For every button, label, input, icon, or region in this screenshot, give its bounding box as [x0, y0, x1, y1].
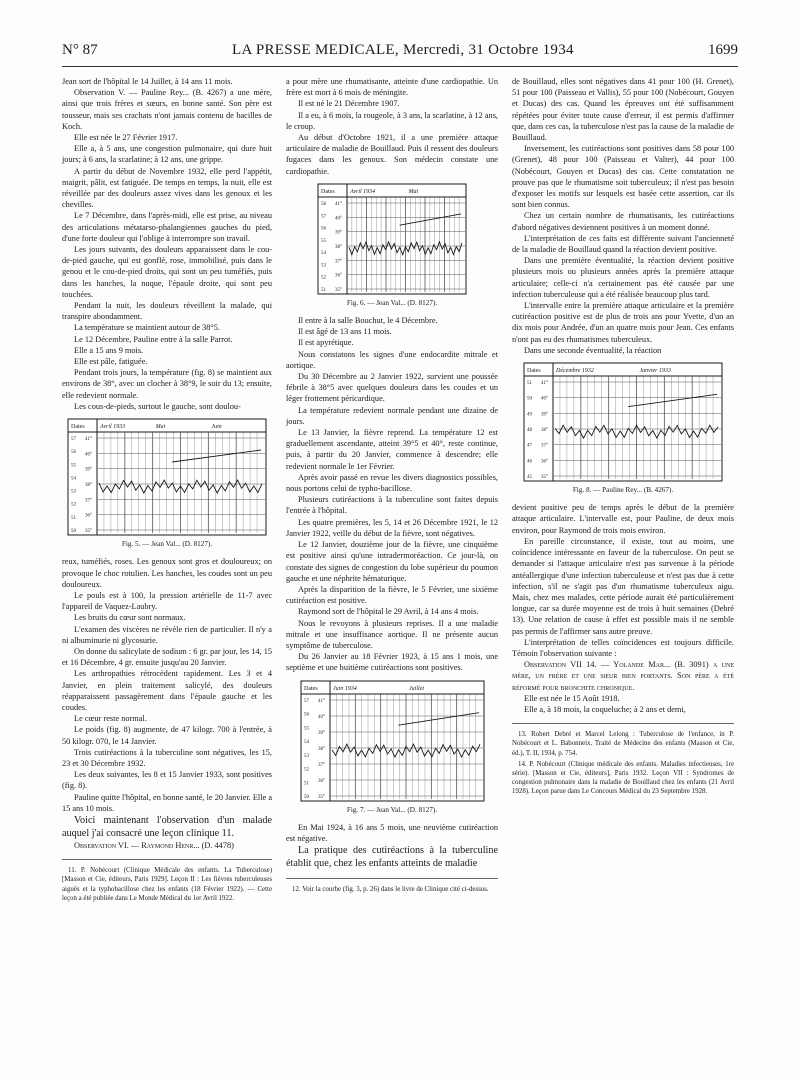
- footnote: 12. Voir la courbe (fig. 3, p. 26) dans le livre de Clinique cité ci-dessus.: [292, 886, 489, 894]
- paragraph: Pendant trois jours, la température (fig. 8) se maintient aux environs de 38°, avec un clocher à 38°9, le soir du 13; ensuite, elle redevient normale.: [62, 368, 272, 400]
- lead-paragraph: La pratique des cutiréactions à la tuberculine établit que, chez les enfants atteints de maladie: [286, 845, 498, 870]
- paragraph: Pendant la nuit, les douleurs réveillent la malade, qui transpire abondamment.: [62, 301, 272, 322]
- paragraph: Elle est née le 15 Août 1918.: [524, 693, 620, 703]
- chart-date-label: Dates: [303, 685, 318, 692]
- paragraph: Observation VI. — Raymond Henr... (D. 4478): [74, 840, 234, 850]
- weight-tick: 51: [71, 515, 76, 521]
- temperature-tick: 37°: [317, 762, 325, 768]
- paragraph: Les arthropathies rétrocèdent rapidement. Les 3 et 4 Janvier, en plein traitement salicylé, des douleurs réapparaissent passagèrement dans l'épaule gauche et les coudes.: [62, 669, 272, 712]
- journal-title: LA PRESSE MEDICALE, Mercredi, 31 Octobre 1934: [232, 42, 574, 58]
- temperature-tick: 38°: [541, 428, 548, 434]
- weight-tick: 55: [303, 725, 309, 731]
- paragraph: Inversement, les cutiréactions sont positives dans 58 pour 100 (Grenet), 48 pour 100 (Paisseau et Valter), 44 pour 100 (Nobécourt, Gouyen et Ducas) des cas. Cette constatation ne prouve pas que le rhumatisme soit tuberculeux; il n'est pas besoin d'exposer les motifs sur lesquels est basée cette assertion, car ils sont bien connus.: [512, 144, 734, 210]
- weight-tick: 50: [303, 794, 309, 800]
- paragraph: Il a eu, à 6 mois, la rougeole, à 3 ans, la scarlatine, à 12 ans, le croup.: [286, 110, 498, 131]
- paragraph: Les jours suivants, des douleurs apparaissent dans le cou-de-pied gauche, qui est gonflé, rose, immobilisé, puis dans le genou et le cou-de-pied droits, qui sont un peu tuméfiés, puis dans les hanches, la nuque, l'épaule droite, qui sont peu touchées.: [62, 245, 272, 299]
- weight-tick: 52: [303, 767, 309, 773]
- chart-month-label: Janvier 1933: [639, 368, 671, 375]
- paragraph: Raymond sort de l'hôpital le 29 Avril, à 14 ans 4 mois.: [298, 607, 479, 617]
- figure-6: [286, 183, 498, 309]
- temperature-tick: 36°: [541, 459, 548, 465]
- temperature-tick: 41°: [85, 437, 92, 443]
- weight-tick: 56: [71, 450, 76, 456]
- temperature-tick: 38°: [317, 746, 325, 752]
- paragraph: Dans une première éventualité, la réaction devient positive plusieurs mois ou plusieurs années après la première attaque articulaire; celle-ci n'a certainement pas été causée par une infection tuberculeuse qui a été réalisée beaucoup plus tard.: [512, 256, 734, 299]
- paragraph: Dans une seconde éventualité, la réaction: [524, 345, 662, 355]
- weight-tick: 54: [321, 250, 326, 256]
- temperature-tick: 35°: [317, 794, 325, 800]
- paragraph: Il est âgé de 13 ans 11 mois.: [298, 327, 392, 337]
- paragraph: L'interprétation de telles coïncidences est toujours difficile. Témoin l'observation suivante :: [512, 637, 734, 658]
- paragraph: Le 7 Décembre, dans l'après-midi, elle est prise, au niveau des articulations métatarso-phalangiennes gauches du pied, d'une forte douleur qui l'oblige à interrompre son travail.: [62, 211, 272, 243]
- weight-tick: 52: [71, 502, 76, 508]
- figure-5: [62, 418, 272, 550]
- weight-tick: 57: [303, 698, 309, 704]
- paragraph: En pareille circonstance, il existe, tout au moins, une coïncidence intéressante en faveur de la tuberculose. On peut se demander si l'attaque articulaire n'est pas survenue à la période antéallergique d'une infection tuberculeuse et n'est pas due à cette infection, s'il ne s'agit pas d'un rhumatisme tuberculeux aigu. Mais, chez mes malades, cette période aurait été particulièrement longue, car sa durée moyenne est de trois à huit semaines (Debré 13). Une relation de cause à effet est possible mais il ne semble pas permis de l'affirmer sans autre preuve.: [512, 536, 734, 636]
- temperature-chart: [300, 680, 485, 802]
- temperature-tick: 36°: [335, 273, 342, 279]
- temperature-tick: 37°: [335, 259, 342, 265]
- paragraph: Le 12 Décembre, Pauline entre à la salle Parrot.: [74, 334, 233, 344]
- paragraph: Jean sort de l'hôpital le 14 Juillet, à 14 ans 11 mois.: [62, 77, 233, 86]
- paragraph: Chez un certain nombre de rhumatisants, les cutiréactions d'abord négatives deviennent positives à un moment donné.: [512, 211, 734, 232]
- footnotes: [512, 723, 734, 796]
- chart-month-label: Avril 1934: [350, 188, 376, 195]
- chart-month-label: Mai: [408, 188, 419, 195]
- temperature-tick: 39°: [541, 412, 548, 418]
- paragraph: Après avoir passé en revue les divers diagnostics possibles, nous portons celui de typho-bacillose.: [286, 472, 498, 494]
- paragraph: Les bruits du cœur sont normaux.: [74, 613, 186, 623]
- page-number: 1699: [708, 42, 738, 58]
- chart-month-label: Décembre 1932: [556, 368, 594, 375]
- paragraph: a pour mère une rhumatisante, atteinte d'une cardiopathie. Un frère est mort à 6 mois de méningite.: [286, 77, 498, 98]
- temperature-tick: 37°: [85, 498, 92, 504]
- paragraph: La température se maintient autour de 38°5.: [74, 323, 220, 333]
- paragraph: Observation V. — Pauline Rey... (B. 4267) a une mère, ainsi que trois frères et sœurs, en bonne santé. Son père est tousseur, mais ses crachats n'ont jamais contenu de bacilles de Koch.: [62, 88, 272, 131]
- weight-tick: 54: [71, 476, 76, 482]
- temperature-tick: 35°: [85, 529, 92, 535]
- weight-tick: 57: [321, 214, 326, 220]
- column-2: [286, 76, 498, 896]
- paragraph: Pauline quitte l'hôpital, en bonne santé, le 20 Janvier. Elle a 15 ans 10 mois.: [62, 792, 272, 813]
- paragraph: Les cous-de-pieds, surtout le gauche, sont doulou-: [74, 401, 241, 411]
- weight-tick: 46: [527, 459, 532, 465]
- weight-tick: 55: [71, 463, 76, 469]
- issue-number: N° 87: [62, 42, 98, 58]
- temperature-chart: [523, 362, 723, 482]
- temperature-tick: 40°: [541, 396, 548, 402]
- temperature-chart: [317, 183, 467, 295]
- paragraph: Le poids (fig. 8) augmente, de 47 kilogr. 700 à l'entrée, à 50 kilogr. 070, le 14 Janvier.: [62, 725, 272, 746]
- temperature-tick: 39°: [335, 230, 342, 236]
- paragraph: Après la disparition de la fièvre, le 5 Février, une sixième cutiréaction est positive.: [286, 584, 498, 606]
- weight-tick: 47: [527, 443, 532, 449]
- lead-paragraph: Voici maintenant l'observation d'un malade auquel j'ai consacré une leçon clinique 11.: [62, 814, 272, 839]
- paragraph: Elle est pâle, fatiguée.: [74, 357, 148, 367]
- temperature-tick: 41°: [335, 201, 342, 207]
- footnote: 14. P. Nobécourt (Clinique médicale des enfants. Maladies infectieuses, 1re série). [Masson et Cie, éditeurs], Paris 1932. Leçon VII : Syndromes de congestion pulmonaire dans la maladie de Bouillaud chez les enfants (21 Avril 1928). Leçon parue dans Le Concours Médical du 23 Septembre 1928.: [512, 760, 734, 796]
- paragraph: On donne du salicylate de sodium : 6 gr. par jour, les 14, 15 et 16 Décembre, 4 gr. ensuite jusqu'au 20 Janvier.: [62, 646, 272, 668]
- paragraph: Trois cutiréactions à la tuberculine sont négatives, les 15, 23 et 30 Décembre 1932.: [62, 747, 272, 768]
- temperature-tick: 41°: [317, 698, 325, 704]
- paragraph: L'intervalle entre la première attaque articulaire et la première cutiréaction positive est de plus de trois ans pour Yvette, d'un an dix mois pour Andrée, d'un an quatre mois pour Jean. Ces enfants n'ont pas eu des rhumatismes tuberculeux.: [512, 301, 734, 344]
- temperature-tick: 40°: [317, 714, 325, 720]
- paragraph: Le pouls est à 100, la pression artérielle de 11-7 avec l'appareil de Vaquez-Laubry.: [62, 590, 272, 612]
- figure-caption: Fig. 7. — Jean Val... (D. 8127).: [346, 805, 438, 814]
- temperature-tick: 35°: [335, 287, 342, 293]
- paragraph: Il entre à la salle Bouchut, le 4 Décembre.: [298, 316, 438, 326]
- footnote: 13. Robert Debré et Marcel Lelong : Tuberculose de l'enfance, in P. Nobécourt et L. Babonneix. Traité de Médecine des enfants (Masson et Cie, éd.), T. II, 1934, p. 754.: [512, 731, 734, 757]
- temperature-tick: 40°: [335, 216, 342, 222]
- paragraph: Le 13 Janvier, la fièvre reprend. La température 12 est graduellement ascendante, atteint 39°5 et 40°, reste continue, puis, à partir du 20 Janvier, commence à descendre; elle redevient normale le 1er Février.: [286, 428, 498, 471]
- temperature-tick: 39°: [317, 730, 325, 736]
- page-header: [62, 40, 738, 62]
- paragraph: Le 12 Janvier, douzième jour de la fièvre, une cinquième est positive ainsi qu'une intradermoréaction. Ce jour-là, on constate des signes de congestion du lobe supérieur du poumon gauche et une néphrite hématurique.: [286, 540, 498, 583]
- paragraph: devient positive peu de temps après le début de la première attaque articulaire. L'intervalle est, pour Pauline, de deux mois environ, pour Raymond de trois mois environ.: [512, 503, 734, 535]
- figure-7: [286, 680, 498, 816]
- weight-tick: 51: [321, 287, 326, 293]
- weight-tick: 53: [71, 489, 76, 495]
- figure-caption: Fig. 8. — Pauline Rey... (B. 4267).: [572, 486, 674, 495]
- paragraph: Le cœur reste normal.: [74, 714, 147, 724]
- temperature-tick: 36°: [85, 513, 92, 519]
- footnote: 11. P. Nobécourt (Clinique Médicale des enfants. La Tuberculose) [Masson et Cie, éditeurs, Paris 1929]. Leçon II : Les fièvres tuberculeuses aiguës et la typhobacillose chez les enfants (18 Février 1922). — Cette leçon a été publiée dans Le Monde Médical du 1er Avril 1922.: [62, 867, 272, 902]
- chart-month-label: Avril 1933: [100, 424, 126, 431]
- temperature-tick: 41°: [541, 381, 548, 387]
- weight-tick: 50: [71, 529, 76, 535]
- weight-tick: 57: [71, 437, 76, 443]
- paragraph: L'interprétation de ces faits est différente suivant l'ancienneté de la maladie de Bouillaud quand la réaction devient positive.: [512, 233, 734, 255]
- temperature-tick: 39°: [85, 467, 92, 473]
- weight-tick: 54: [303, 739, 309, 745]
- temperature-chart: [67, 418, 267, 536]
- weight-tick: 56: [303, 712, 309, 718]
- weight-tick: 55: [321, 238, 326, 244]
- paragraph: Elle a, à 18 mois, la coqueluche; à 2 ans et demi,: [524, 704, 686, 714]
- figure-caption: Fig. 5. — Jean Val... (D. 8127).: [121, 540, 213, 549]
- weight-tick: 45: [527, 475, 532, 481]
- paragraph: Il est né le 21 Décembre 1907.: [298, 99, 400, 109]
- paragraph: Elle a 15 ans 9 mois.: [74, 345, 144, 355]
- temperature-tick: 35°: [541, 475, 548, 481]
- chart-month-label: Juin: [211, 424, 222, 431]
- paragraph: Observation VII 14. — Yolande Mar... (B. 3091) a une mère, un frère et une sœur bien portants. Son père a été réformé pour bronchite chronique.: [512, 660, 734, 692]
- figure-caption: Fig. 6. — Jean Val... (D. 8127).: [346, 298, 438, 307]
- paragraph: Elle a, à 5 ans, une congestion pulmonaire, qui dure huit jours; à 6 ans, la scarlatine; à 12 ans, une grippe.: [62, 144, 272, 165]
- weight-tick: 53: [321, 263, 326, 269]
- paragraph: Nous le revoyons à plusieurs reprises. Il a une maladie mitrale et une insuffisance aortique. Il ne présente aucun symptôme de tuberculose.: [286, 618, 498, 650]
- weight-tick: 51: [303, 780, 309, 786]
- weight-tick: 52: [321, 275, 326, 281]
- temperature-tick: 38°: [85, 483, 92, 489]
- weight-tick: 56: [321, 226, 326, 232]
- footnotes: [286, 878, 498, 894]
- temperature-tick: 37°: [541, 443, 548, 449]
- footnotes: [62, 859, 272, 903]
- header-rule: [62, 66, 738, 67]
- temperature-tick: 40°: [85, 452, 92, 458]
- paragraph: Les quatre premières, les 5, 14 et 26 Décembre 1921, le 12 Janvier 1922, veille du début de la fièvre, sont négatives.: [286, 517, 498, 538]
- paragraph: Il est apyrétique.: [298, 338, 354, 348]
- column-3: [512, 76, 734, 799]
- paragraph: En Mai 1924, à 16 ans 5 mois, une neuvième cutiréaction est négative.: [286, 822, 498, 843]
- chart-date-label: Dates: [527, 368, 541, 375]
- temperature-tick: 38°: [335, 244, 342, 250]
- paragraph: de Bouillaud, elles sont négatives dans 41 pour 100 (H. Grenet), 51 pour 100 (Paisseau et Vallis), 55 pour 100 (Nobécourt, Gouyen et Ducas) des cas. Quand les épreuves ont été suffisamment répétées pour éviter toute cause d'erreur, il est permis d'affirmer que, dans ces cas, la tuberculose n'est pas la cause de la maladie de Bouillaud.: [512, 77, 734, 143]
- weight-tick: 50: [527, 396, 532, 402]
- chart-month-label: Juillet: [408, 685, 424, 692]
- temperature-tick: 36°: [317, 778, 325, 784]
- chart-month-label: Juin 1934: [332, 685, 357, 692]
- paragraph: Au début d'Octobre 1921, il a une première attaque articulaire de maladie de Bouillaud. Puis il ressent des douleurs fugaces dans les genoux. Son médecin constate une cardiopathie.: [286, 133, 498, 176]
- chart-date-label: Dates: [71, 424, 85, 431]
- paragraph: reux, tuméfiés, roses. Les genoux sont gros et douloureux; on provoque le choc rotulien. Les hanches, les coudes sont un peu douloureux.: [62, 557, 272, 589]
- chart-month-label: Mai: [155, 424, 166, 431]
- paragraph: Plusieurs cutiréactions à la tuberculine sont faites depuis l'entrée à l'hôpital.: [286, 495, 498, 516]
- paragraph: L'examen des viscères ne révèle rien de particulier. Il n'y a ni albuminurie ni glycosurie.: [62, 624, 272, 645]
- paragraph: Du 30 Décembre au 2 Janvier 1922, survient une poussée fébrile à 38°5 avec quelques douleurs dans les coudes et un léger frottement péricardique.: [286, 372, 498, 404]
- paragraph: La température redevient normale pendant une dizaine de jours.: [286, 405, 498, 426]
- column-1: [62, 76, 272, 905]
- chart-date-label: Dates: [321, 188, 335, 195]
- paragraph: Les deux suivantes, les 8 et 15 Janvier 1933, sont positives (fig. 8).: [62, 770, 272, 791]
- paragraph: A partir du début de Novembre 1932, elle perd l'appétit, maigrit, pâlit, est fatiguée. De temps en temps, la nuit, elle est réveillée par des douleurs assez vives dans les genoux et les chevilles.: [62, 166, 272, 210]
- weight-tick: 48: [527, 428, 532, 434]
- figure-8: [512, 362, 734, 496]
- weight-tick: 53: [303, 753, 309, 759]
- paragraph: Nous constatons les signes d'une endocardite mitrale et aortique.: [286, 349, 498, 370]
- weight-tick: 51: [527, 381, 532, 387]
- weight-tick: 58: [321, 201, 326, 207]
- paragraph: Du 26 Janvier au 18 Février 1923, à 15 ans 1 mois, une septième et une huitième cutiréactions sont positives.: [286, 652, 498, 673]
- paragraph: Elle est née le 27 Février 1917.: [74, 133, 178, 143]
- weight-tick: 49: [527, 412, 532, 418]
